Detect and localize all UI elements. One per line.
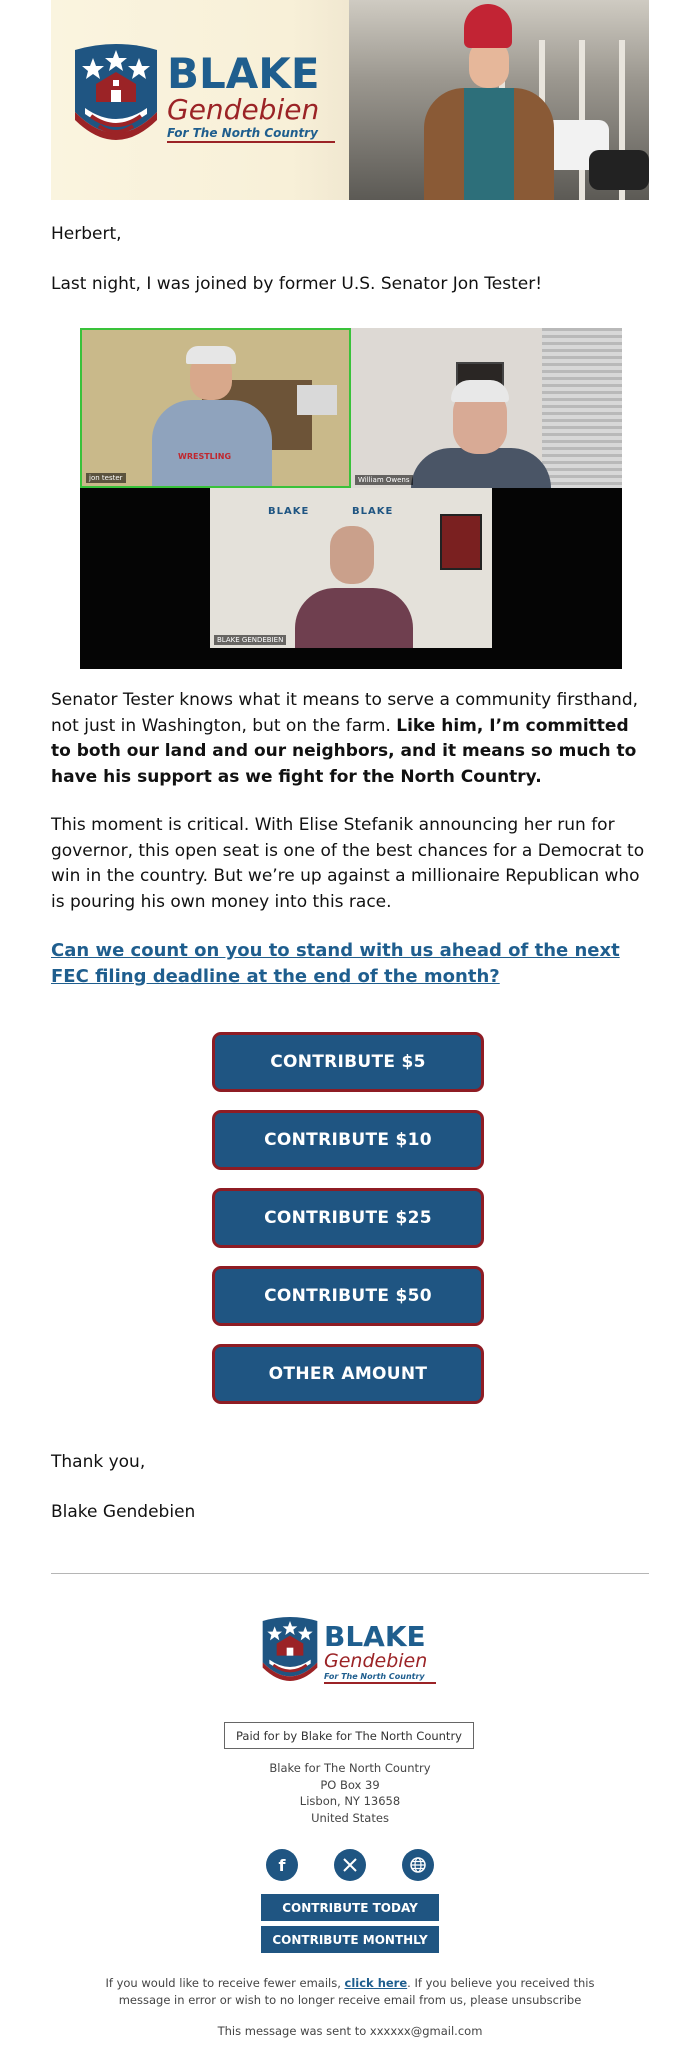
contribute-monthly-button[interactable]: CONTRIBUTE MONTHLY: [261, 1926, 439, 1953]
video-call-image: [80, 328, 622, 669]
video-tile-william-owens: [351, 328, 622, 488]
fec-deadline-link[interactable]: Can we count on you to stand with us ahead of the next FEC filing deadline at the end of the month?: [51, 940, 620, 987]
contribute-today-button[interactable]: CONTRIBUTE TODAY: [261, 1894, 439, 1921]
brand-name: BLAKE: [167, 49, 320, 98]
paid-for-disclaimer: Paid for by Blake for The North Country: [224, 1722, 474, 1749]
video-tile-blake-gendebien: BLAKE BLAKE BLAKE GENDEBIEN: [210, 488, 492, 648]
participant-label: William Owens: [355, 475, 413, 485]
footer-logo: [260, 1615, 436, 1691]
greeting: Herbert,: [51, 224, 122, 244]
facebook-icon[interactable]: f: [266, 1849, 298, 1881]
footer-brand-surname: Gendebien: [324, 1649, 428, 1672]
video-tile-jon-tester: [80, 328, 351, 488]
barn-logo-icon: [71, 42, 161, 154]
participant-label: BLAKE GENDEBIEN: [214, 635, 286, 645]
footer-address: Blake for The North Country PO Box 39 Lisbon, NY 13658 United States: [269, 1761, 431, 1825]
header-banner: [51, 0, 649, 200]
contribute-5-button[interactable]: CONTRIBUTE $5: [212, 1032, 484, 1092]
paragraph-tester: Senator Tester knows what it means to serve a community firsthand, not just in Washington, but on the farm. Like him, I’m committed to both our land and our neighbors, and it means so much to have his support as we fight for the North Country.: [51, 690, 639, 787]
barn-logo-icon: [260, 1615, 320, 1691]
candidate-photo: [409, 0, 559, 200]
x-icon[interactable]: [334, 1849, 366, 1881]
contribute-25-button[interactable]: CONTRIBUTE $25: [212, 1188, 484, 1248]
brand-surname: Gendebien: [167, 93, 320, 126]
intro-paragraph: Last night, I was joined by former U.S. Senator Jon Tester!: [51, 274, 543, 294]
header-photo: [349, 0, 649, 200]
closing-text: Thank you,: [51, 1452, 146, 1472]
contribute-10-button[interactable]: CONTRIBUTE $10: [212, 1110, 484, 1170]
paragraph-critical: This moment is critical. With Elise Stefanik announcing her run for governor, this open seat is one of the best chances for a Democrat to win in the country. But we’re up against a millionaire Republican who is pouring his own money into this race.: [51, 815, 645, 912]
footer-brand-tagline: For The North Country: [324, 1671, 425, 1681]
footer-divider: [51, 1573, 649, 1574]
header-logo: [71, 42, 335, 154]
fewer-emails-link[interactable]: click here: [344, 1976, 408, 1990]
sent-to-notice: This message was sent to xxxxxx@gmail.com: [217, 2024, 483, 2038]
other-amount-button[interactable]: OTHER AMOUNT: [212, 1344, 484, 1404]
brand-tagline: For The North Country: [167, 126, 318, 140]
signature: Blake Gendebien: [51, 1502, 196, 1522]
globe-icon[interactable]: [402, 1849, 434, 1881]
footer-brand-name: BLAKE: [324, 1619, 426, 1653]
contribute-50-button[interactable]: CONTRIBUTE $50: [212, 1266, 484, 1326]
shirt-text: WRESTLING: [178, 452, 232, 461]
unsubscribe-notice: If you would like to receive fewer emails, click here. If you believe you received this message in error or wish to no longer receive email from us, please unsubscribe: [105, 1976, 595, 2007]
participant-label: jon tester: [86, 473, 126, 483]
